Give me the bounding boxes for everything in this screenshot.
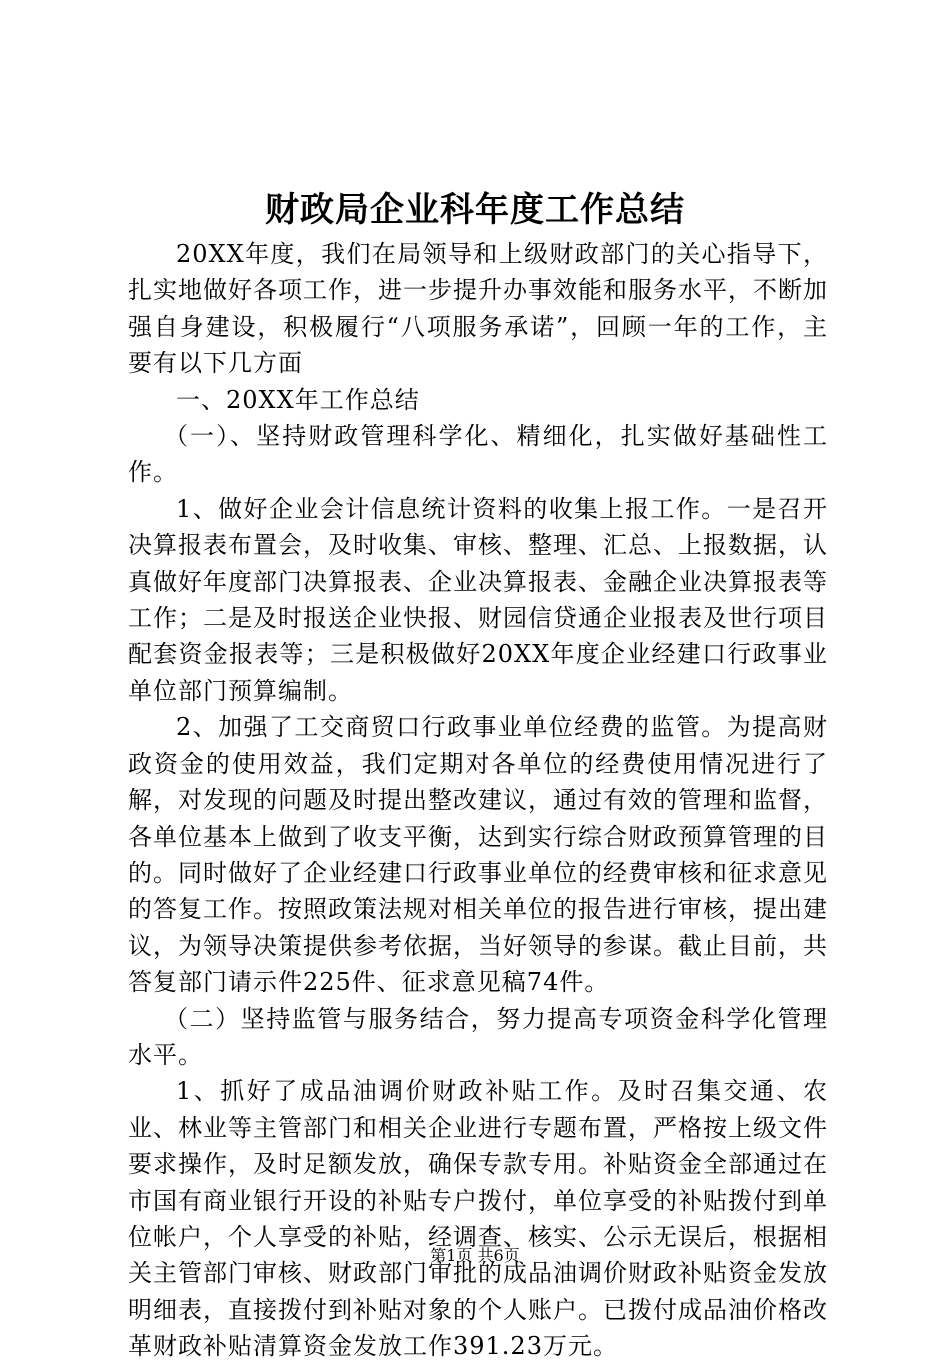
page-footer: 第1页 共6页	[430, 1246, 520, 1265]
document-title: 财政局企业科年度工作总结	[265, 190, 685, 230]
paragraph-item-1-1: 1、做好企业会计信息统计资料的收集上报工作。一是召开决算报表布置会，及时收集、审核、整理、汇总、上报数据，认真做好年度部门决算报表、企业决算报表、金融企业决算报表等工作；二是及时报送企业快报、财园信贷通企业报表及世行项目配套资金报表等；三是积极做好20XX年度企业经建口行政事业单位部门预算编制。	[128, 494, 828, 705]
paragraph-intro: 20XX年度，我们在局领导和上级财政部门的关心指导下，扎实地做好各项工作，进一步提升办事效能和服务水平，不断加强自身建设，积极履行“八项服务承诺”，回顾一年的工作，主要有以下几方面	[128, 240, 828, 378]
section-heading-summary: 一、20XX年工作总结	[176, 385, 420, 414]
paragraph-item-2-1: 1、抓好了成品油调价财政补贴工作。及时召集交通、农业、林业等主管部门和相关企业进行专题布置，严格按上级文件要求操作，及时足额发放，确保专款专用。补贴资金全部通过在市国有商业银行开设的补贴专户拨付，单位享受的补贴拨付到单位帐户，个人享受的补贴，经调查、核实、公示无误后，根据相关主管部门审核、财政部门审批的成品油调价财政补贴资金发放明细表，直接拨付到补贴对象的个人账户。已拨付成品油价格改革财政补贴清算资金发放工作391.23万元。	[128, 1077, 828, 1361]
paragraph-item-1-2: 2、加强了工交商贸口行政事业单位经费的监管。为提高财政资金的使用效益，我们定期对各单位的经费使用情况进行了解，对发现的问题及时提出整改建议，通过有效的管理和监督，各单位基本上做到了收支平衡，达到实行综合财政预算管理的目的。同时做好了企业经建口行政事业单位的经费审核和征求意见的答复工作。按照政策法规对相关单位的报告进行审核，提出建议，为领导决策提供参考依据，当好领导的参谋。截止目前，共答复部门请示件225件、征求意见稿74件。	[128, 713, 828, 997]
document-body	[128, 236, 828, 1365]
subsection-heading-1: （一）、坚持财政管理科学化、精细化，扎实做好基础性工作。	[128, 422, 828, 487]
subsection-heading-2: （二）坚持监管与服务结合，努力提高专项资金科学化管理水平。	[128, 1004, 828, 1069]
